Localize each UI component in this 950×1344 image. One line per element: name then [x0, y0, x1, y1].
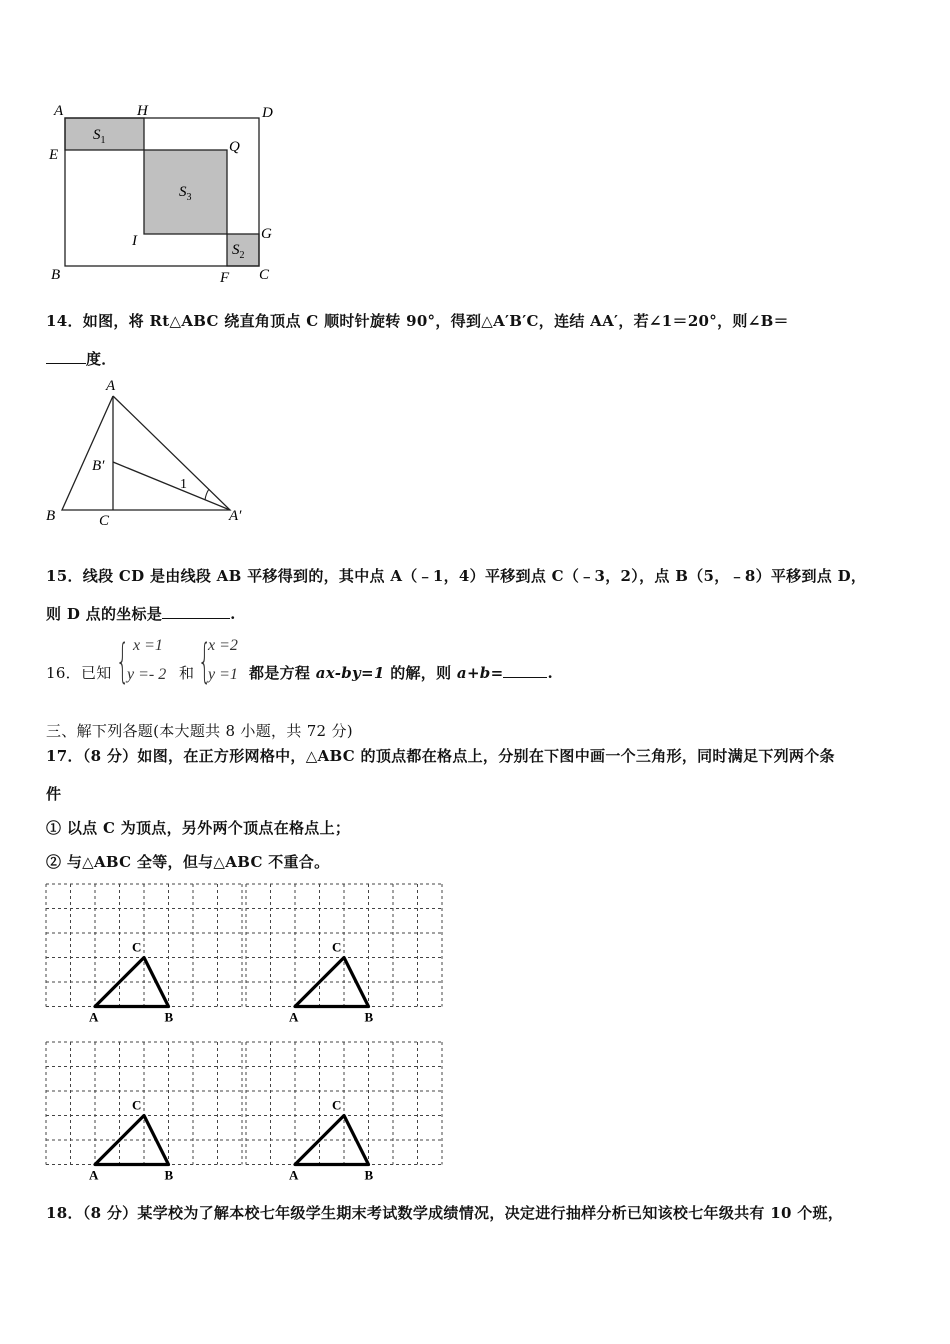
question-17-line2: 件 [46, 785, 62, 803]
label-F: F [220, 270, 230, 286]
grid-label-B: B [364, 1009, 374, 1025]
question-18-line1: 18．（8 分）某学校为了解本校七年级学生期末考试数学成绩情况，决定进行抽样分析已知该校七年级共有 10 个班， [46, 1204, 844, 1222]
grid-label-C: C [332, 939, 342, 955]
system-2-row2: y =1 [208, 666, 238, 683]
question-14-line2: 度． [46, 349, 117, 369]
condition-2: ② 与△ABC 全等，但与△ABC 不重合。 [46, 853, 330, 871]
rotation-figure [40, 374, 260, 534]
label-Q: Q [229, 139, 240, 155]
grid-panel-1 [46, 884, 242, 1025]
grid-label-A: A [89, 1009, 99, 1025]
grid-label-A: A [289, 1167, 299, 1183]
grid-panel-2 [246, 884, 442, 1025]
label-G: G [261, 226, 272, 242]
system-1-row2: y =- 2 [127, 666, 167, 683]
label-C: C [99, 513, 110, 529]
label-B-prime: B′ [92, 458, 105, 474]
label-A: A [106, 378, 116, 394]
label-C: C [259, 267, 270, 283]
grid-figure [40, 878, 450, 1183]
squares-figure [40, 98, 290, 288]
label-B: B [51, 267, 61, 283]
grid-label-A: A [89, 1167, 99, 1183]
grid-label-B: B [364, 1167, 374, 1183]
system-1-row1: x =1 [133, 637, 163, 654]
label-s2: $S_2$ [232, 242, 245, 261]
grid-label-C: C [132, 1097, 142, 1113]
answer-blank-16[interactable] [503, 663, 547, 678]
grid-label-C: C [132, 939, 142, 955]
label-D: D [262, 105, 273, 121]
question-14-line1: 14．如图，将 Rt△ABC 绕直角顶点 C 顺时针旋转 90°，得到△A′B′C，连结 AA′，若∠1＝20°，则∠B＝ [46, 312, 789, 330]
label-B: B [46, 508, 56, 524]
question-15-line1: 15．线段 CD 是由线段 AB 平移得到的，其中点 A（﹣1，4）平移到点 C（﹣3，2），点 B（5，﹣8）平移到点 D， [46, 567, 867, 585]
question-15-line2: 则 D 点的坐标是 . [46, 605, 236, 623]
system-1-brace: { [116, 634, 130, 688]
question-16-prefix: 16．已知 [46, 664, 112, 682]
condition-1: ① 以点 C 为顶点，另外两个顶点在格点上； [46, 819, 351, 837]
label-E: E [49, 147, 59, 163]
question-16-text: 都是方程 ax-by=1 的解，则 a+b= . [249, 664, 553, 682]
grid-label-A: A [289, 1009, 299, 1025]
system-2-brace: { [198, 634, 212, 688]
grid-panel-4 [246, 1042, 442, 1183]
label-A-prime: A′ [229, 508, 242, 524]
question-17-line1: 17．（8 分）如图，在正方形网格中，△ABC 的顶点都在格点上，分别在下图中画一个三角形，同时满足下列两个条 [46, 747, 835, 765]
grid-label-C: C [332, 1097, 342, 1113]
question-16-join: 和 [179, 664, 195, 682]
grid-label-B: B [164, 1167, 174, 1183]
label-s3: $S_3$ [179, 184, 192, 203]
grid-panel-3 [46, 1042, 242, 1183]
label-angle-1: 1 [180, 477, 187, 492]
grid-label-B: B [164, 1009, 174, 1025]
answer-blank-14[interactable] [46, 349, 86, 364]
label-s1: $S_1$ [93, 127, 106, 146]
answer-blank-15[interactable] [162, 604, 230, 619]
section-3-heading: 三、解下列各题(本大题共 8 小题，共 72 分) [46, 722, 353, 740]
system-2-row1: x =2 [208, 637, 238, 654]
label-I: I [132, 233, 137, 249]
label-A: A [54, 103, 64, 119]
label-H: H [137, 103, 148, 119]
